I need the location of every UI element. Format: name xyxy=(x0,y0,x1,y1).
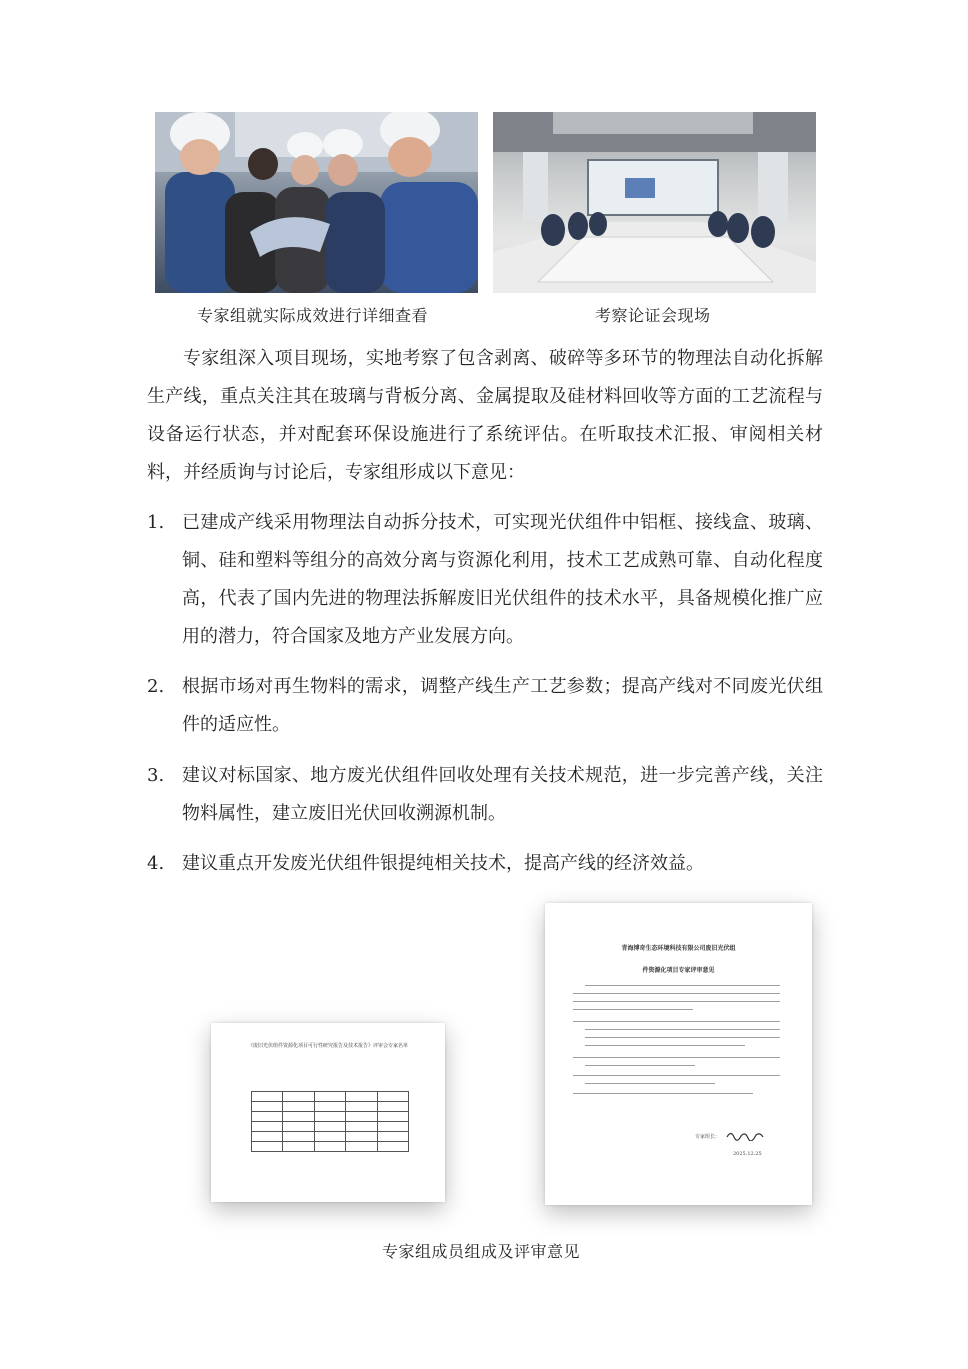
expert-member-list-document xyxy=(211,1023,445,1202)
member-list-table xyxy=(251,1091,409,1152)
meeting-photo-caption: 考察论证会现场 xyxy=(595,306,711,325)
opinion-text: 建议对标国家、地方废光伏组件回收处理有关技术规范，进一步完善产线，关注物料属性，建立废旧光伏回收溯源机制。 xyxy=(182,765,823,824)
opinion-number: 3. xyxy=(147,765,165,786)
documents-caption: 专家组成员组成及评审意见 xyxy=(382,1242,581,1261)
opinion-number: 4. xyxy=(147,853,165,874)
expert-review-opinion-document xyxy=(545,903,812,1205)
inspection-photo-caption: 专家组就实际成效进行详细查看 xyxy=(197,306,429,325)
review-title-line-1: 青海博奇生态环境科技有限公司废旧光伏组 xyxy=(621,945,736,952)
opinion-text: 根据市场对再生物料的需求，调整产线生产工艺参数；提高产线对不同废光伏组件的适应性。 xyxy=(182,676,823,735)
member-list-title: 《废旧光伏组件资源化项目可行性研究报告及技术报告》评审会专家名单 xyxy=(247,1043,408,1049)
opinion-text: 建议重点开发废光伏组件银提纯相关技术，提高产线的经济效益。 xyxy=(182,853,704,874)
opinion-item xyxy=(147,668,823,744)
review-signer-label: 专家组长： xyxy=(695,1134,721,1140)
opinion-item xyxy=(147,757,823,833)
review-date: 2025.12.25 xyxy=(733,1151,762,1157)
review-title-line-2: 件资源化项目专家评审意见 xyxy=(642,967,715,974)
inspection-photo xyxy=(155,112,478,293)
opinion-number: 1. xyxy=(147,512,165,533)
meeting-photo xyxy=(493,112,816,293)
opinion-number: 2. xyxy=(147,676,165,697)
opinion-text: 已建成产线采用物理法自动拆分技术，可实现光伏组件中铝框、接线盒、玻璃、铜、硅和塑料等组分的高效分离与资源化利用，技术工艺成熟可靠、自动化程度高，代表了国内先进的物理法拆解废旧光伏组件的技术水平，具备规模化推广应用的潜力，符合国家及地方产业发展方向。 xyxy=(182,512,823,647)
handwritten-signature xyxy=(725,1129,765,1141)
intro-paragraph: 专家组深入项目现场，实地考察了包含剥离、破碎等多环节的物理法自动化拆解生产线，重点关注其在玻璃与背板分离、金属提取及硅材料回收等方面的工艺流程与设备运行状态，并对配套环保设施进行了系统评估。在听取技术汇报、审阅相关材料，并经质询与讨论后，专家组形成以下意见： xyxy=(147,348,823,483)
opinion-item xyxy=(147,845,823,883)
opinion-item xyxy=(147,504,823,656)
